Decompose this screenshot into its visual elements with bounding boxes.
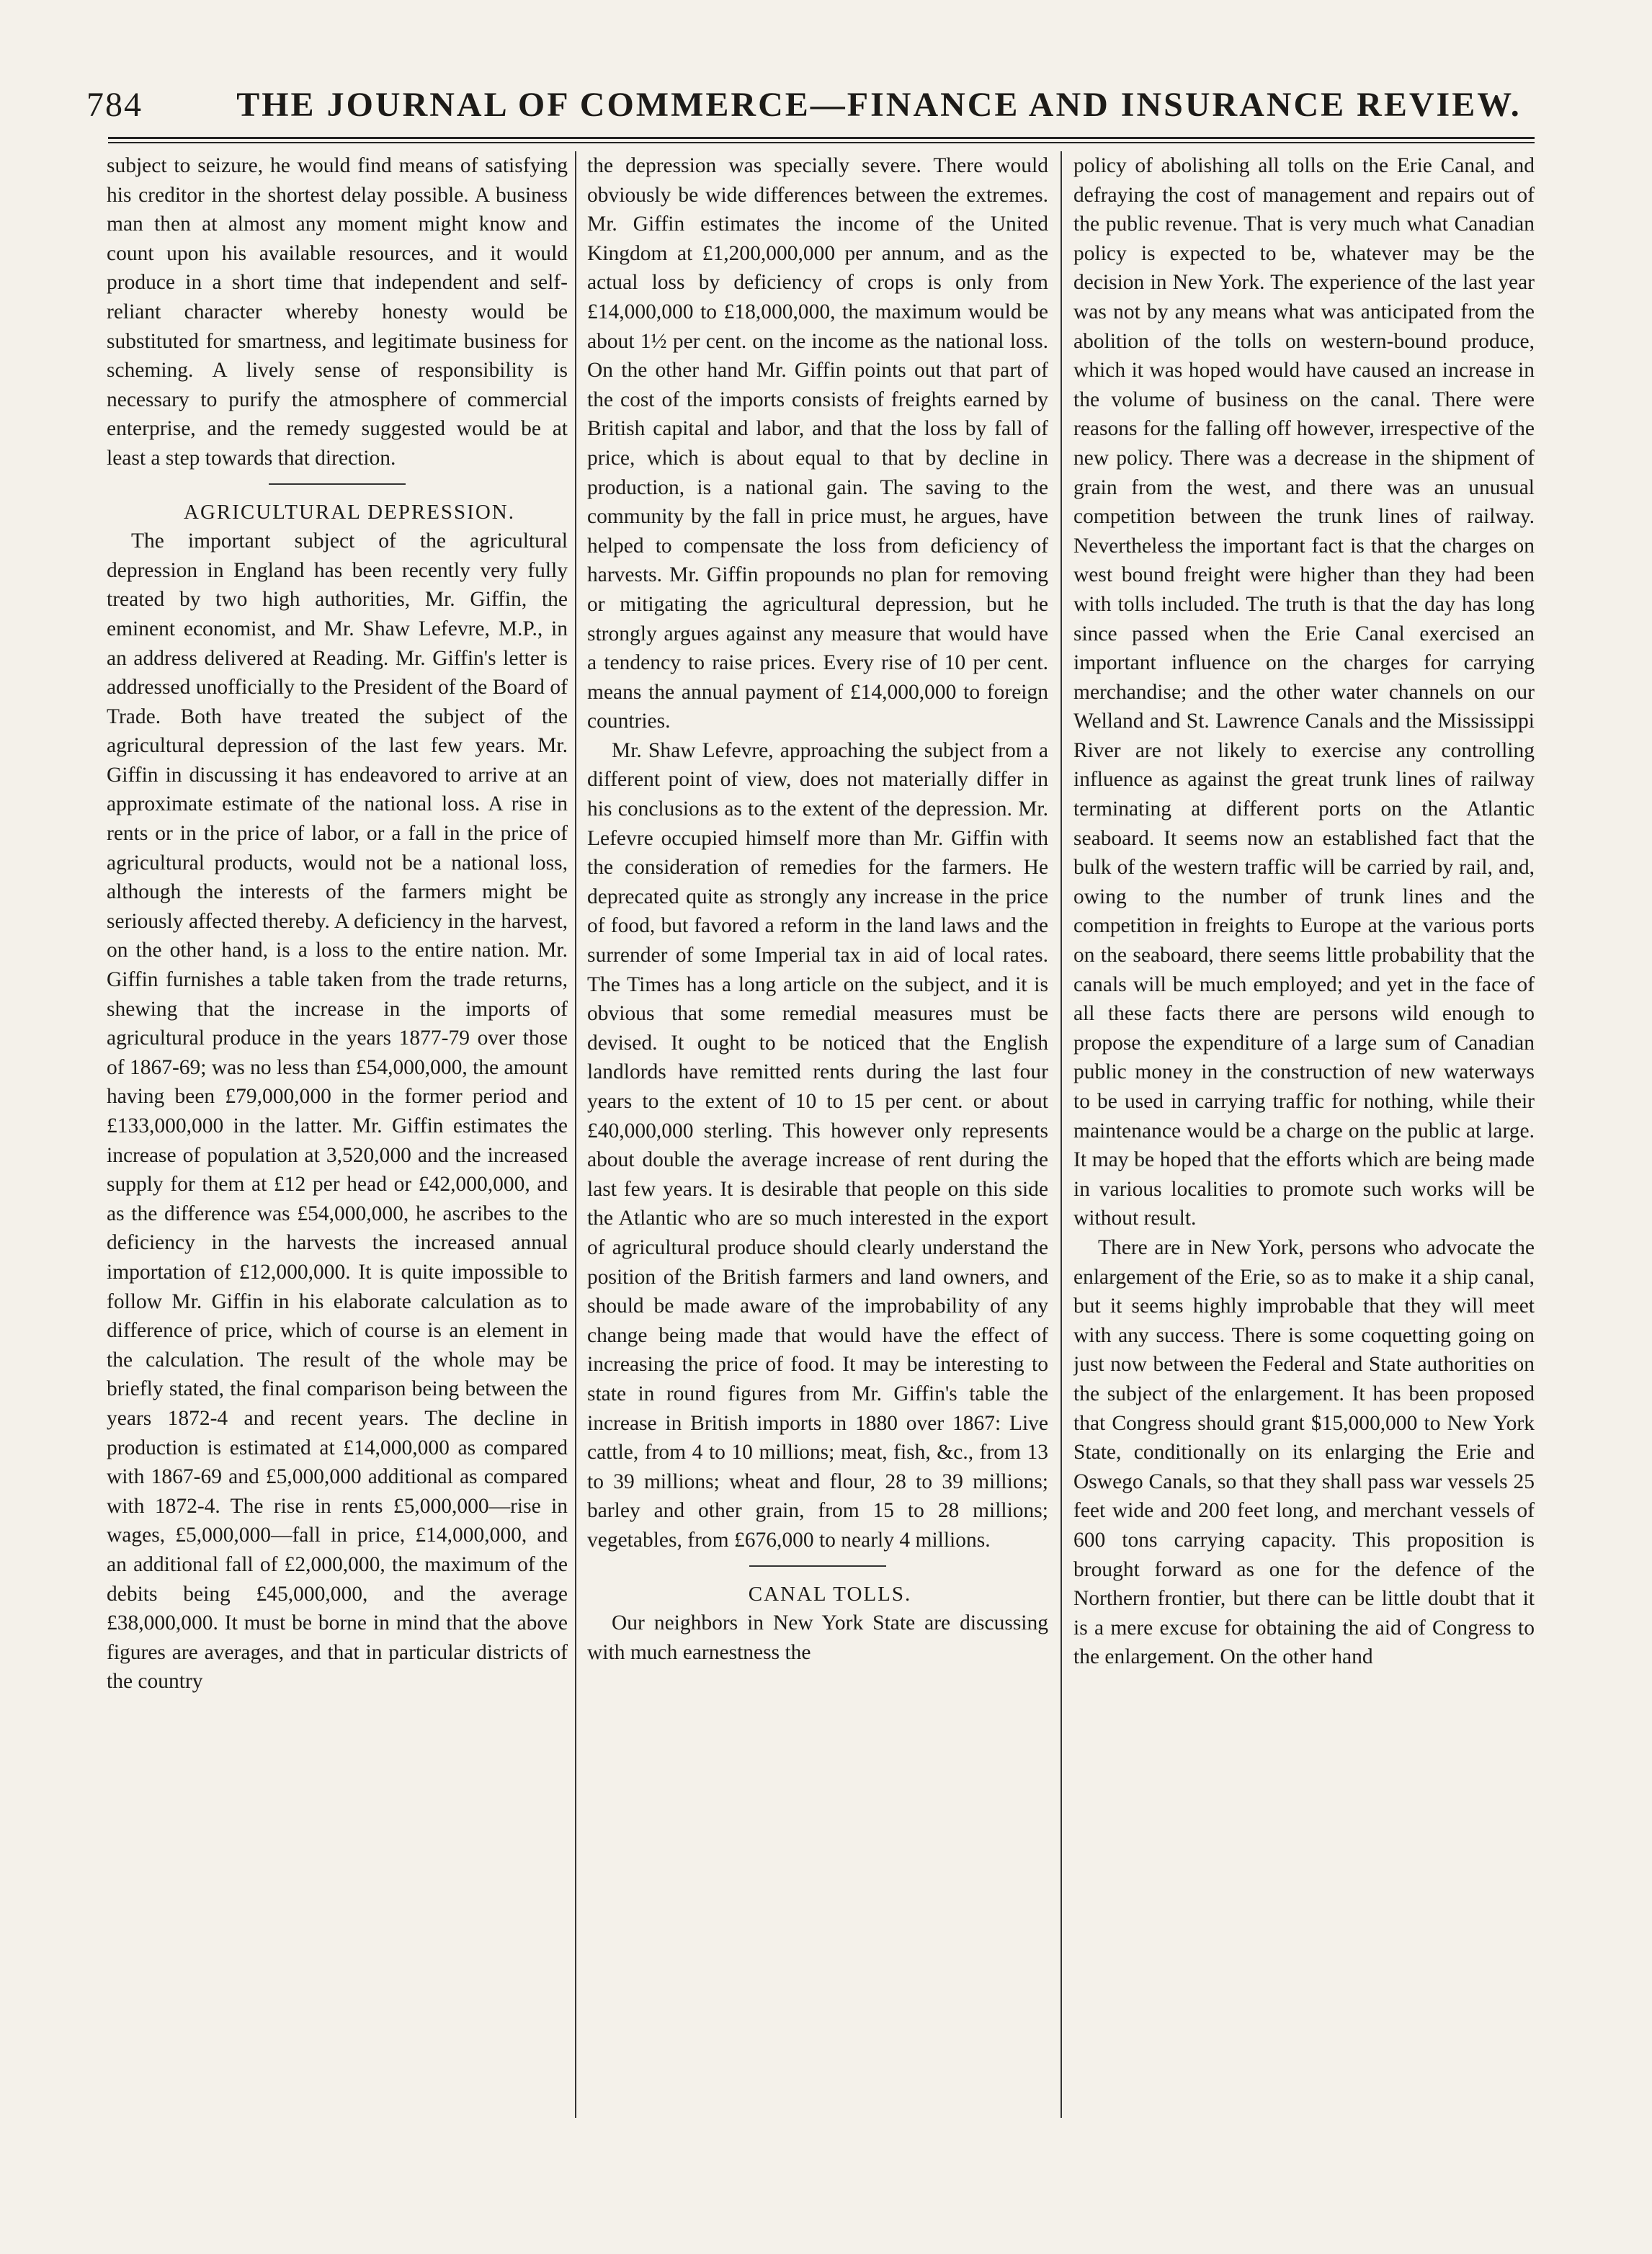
paragraph: Our neighbors in New York State are discussing with much earnestness the — [587, 1611, 1048, 1664]
header-rule — [108, 137, 1535, 143]
page-header — [86, 79, 1549, 130]
paragraph: subject to seizure, he would find means of satisfying his creditor in the shortest delay possible. A business man then at almost any moment might know and count upon his available resources, and it would produce in a short time that independent and self-reliant character whereby honesty would be substituted for smartness, and legitimate business for scheming. A lively sense of responsibility is necessary to purify the atmosphere of commercial enterprise, and the remedy suggested would be at least a step towards that direction. — [107, 154, 568, 470]
page-number: 784 — [86, 86, 143, 124]
journal-title: THE JOURNAL OF COMMERCE—FINANCE AND INSURANCE REVIEW. — [236, 86, 1522, 124]
paragraph: Mr. Shaw Lefevre, approaching the subject from a different point of view, does not materially differ in his conclusions as to the extent of the depression. Mr. Lefevre occupied himself more than Mr. Giffin with the consideration of remedies for the farmers. He deprecated quite as strongly any increase in the price of food, but favored a reform in the land laws and the surrender of some Imperial tax in aid of local rates. The Times has a long article on the subject, and it is obvious that some remedial measures must be devised. It ought to be noticed that the English landlords have remitted rents during the last four years to the extent of 10 to 15 per cent. or about £40,000,000 sterling. This however only represents about double the average increase of rent during the last few years. It is desirable that people on this side the Atlantic who are so much interested in the export of agricultural produce should clearly understand the position of the British farmers and land owners, and should be made aware of the improbability of any change being made that would have the effect of increasing the price of food. It may be interesting to state in round figures from Mr. Giffin's table the increase in British imports in 1880 over 1867: Live cattle, from 4 to 10 millions; meat, fish, &c., from 13 to 39 millions; wheat and flour, 28 to 39 millions; barley and other grain, from 15 to 28 millions; vegetables, from £676,000 to nearly 4 millions. — [587, 738, 1048, 1552]
column-divider — [1061, 151, 1062, 2118]
section-heading-canal-tolls: CANAL TOLLS. — [748, 1582, 912, 1606]
section-rule — [749, 1565, 886, 1567]
paragraph: The important subject of the agricultural depression in England has been recently very fully treated by two high authorities, Mr. Giffin, the eminent economist, and Mr. Shaw Lefevre, M.P., in an address delivered at Reading. Mr. Giffin's letter is addressed unofficially to the President of the Board of Trade. Both have treated the subject of the agricultural depression of the last few years. Mr. Giffin in discussing it has endeavored to arrive at an approximate estimate of the national loss. A rise in rents or in the price of labor, or a fall in the price of agricultural products, would not be a national loss, although the interests of the farmers might be seriously affected thereby. A deficiency in the harvest, on the other hand, is a loss to the entire nation. Mr. Giffin furnishes a table taken from the trade returns, shewing that the increase in the imports of agricultural produce in the years 1877-79 over those of 1867-69; was no less than £54,000,000, the amount having been £79,000,000 in the former period and £133,000,000 in the latter. Mr. Giffin estimates the increase of population at 3,520,000 and the increased supply for them at £12 per head or £42,000,000, and as the difference was £54,000,000, he ascribes to the deficiency in the harvests the increased annual importation of £12,000,000. It is quite impossible to follow Mr. Giffin in his elaborate calculation as to difference of price, which of course is an element in the calculation. The result of the whole may be briefly stated, the final comparison being between the years 1872-4 and recent years. The decline in production is estimated at £14,000,000 as compared with 1867-69 and £5,000,000 additional as compared with 1872-4. The rise in rents £5,000,000—rise in wages, £5,000,000—fall in price, £14,000,000, and an additional fall of £2,000,000, the maximum of the debits being £45,000,000, and the average £38,000,000. It must be borne in mind that the above figures are averages, and that in particular districts of the country — [107, 529, 568, 1694]
paragraph: policy of abolishing all tolls on the Erie Canal, and defraying the cost of management and repairs out of the public revenue. That is very much what Canadian policy is expected to be, whatever may be the decision in New York. The experience of the last year was not by any means what was anticipated from the abolition of the tolls on western-bound produce, which it was hoped would have caused an increase in the volume of business on the canal. There were reasons for the falling off however, irrespective of the new policy. There was a decrease in the shipment of grain from the west, and there was an unusual competition between the trunk lines of railway. Nevertheless the important fact is that the charges on west bound freight were higher than they had been with tolls included. The truth is that the day has long since passed when the Erie Canal exercised an important influence on the charges for carrying merchandise; and the other water channels on our Welland and St. Lawrence Canals and the Mississippi River are not likely to exercise any controlling influence as against the great trunk lines of railway terminating at different ports on the Atlantic seaboard. It seems now an established fact that the bulk of the western traffic will be carried by rail, and, owing to the number of trunk lines and the competition in freights to Europe at the various ports on the seaboard, there seems little probability that the canals will be much employed; and yet in the face of all these facts there are persons wild enough to propose the expenditure of a large sum of Canadian public money in the construction of new waterways to be used in carrying traffic for nothing, while their maintenance would be a charge on the public at large. It may be hoped that the efforts which are being made in various localities to promote such works will be without result. — [1073, 154, 1535, 1230]
column-3 — [1073, 151, 1535, 2132]
column-divider — [575, 151, 576, 2118]
column-2 — [587, 151, 1048, 2132]
section-heading-agricultural-depression: AGRICULTURAL DEPRESSION. — [184, 500, 515, 524]
section-rule — [269, 483, 406, 485]
paragraph: the depression was specially severe. There would obviously be wide differences between the extremes. Mr. Giffin estimates the income of the United Kingdom at £1,200,000,000 per annum, and as the actual loss by deficiency of crops is only from £14,000,000 to £18,000,000, the maximum would be about 1½ per cent. on the income as the national loss. On the other hand Mr. Giffin points out that part of the cost of the imports consists of freights earned by British capital and labor, and that the loss by fall of price, which is about equal to that by decline in production, is a national gain. The saving to the community by the fall in price must, he argues, have helped to compensate the loss from deficiency of harvests. Mr. Giffin propounds no plan for removing or mitigating the agricultural depression, but he strongly argues against any measure that would have a tendency to raise prices. Every rise of 10 per cent. means the annual payment of £14,000,000 to foreign countries. — [587, 154, 1048, 733]
column-1 — [107, 151, 568, 2132]
paragraph: There are in New York, persons who advocate the enlargement of the Erie, so as to make it a ship canal, but it seems highly improbable that they will meet with any success. There is some coquetting going on just now between the Federal and State authorities on the subject of the enlargement. It has been proposed that Congress should grant $15,000,000 to New York State, conditionally on its enlarging the Erie and Oswego Canals, so that they shall pass war vessels 25 feet wide and 200 feet long, and merchant vessels of 600 tons carrying capacity. This proposition is brought forward as one for the defence of the Northern frontier, but there can be little doubt that it is a mere excuse for obtaining the aid of Congress to the enlargement. On the other hand — [1073, 1235, 1535, 1669]
